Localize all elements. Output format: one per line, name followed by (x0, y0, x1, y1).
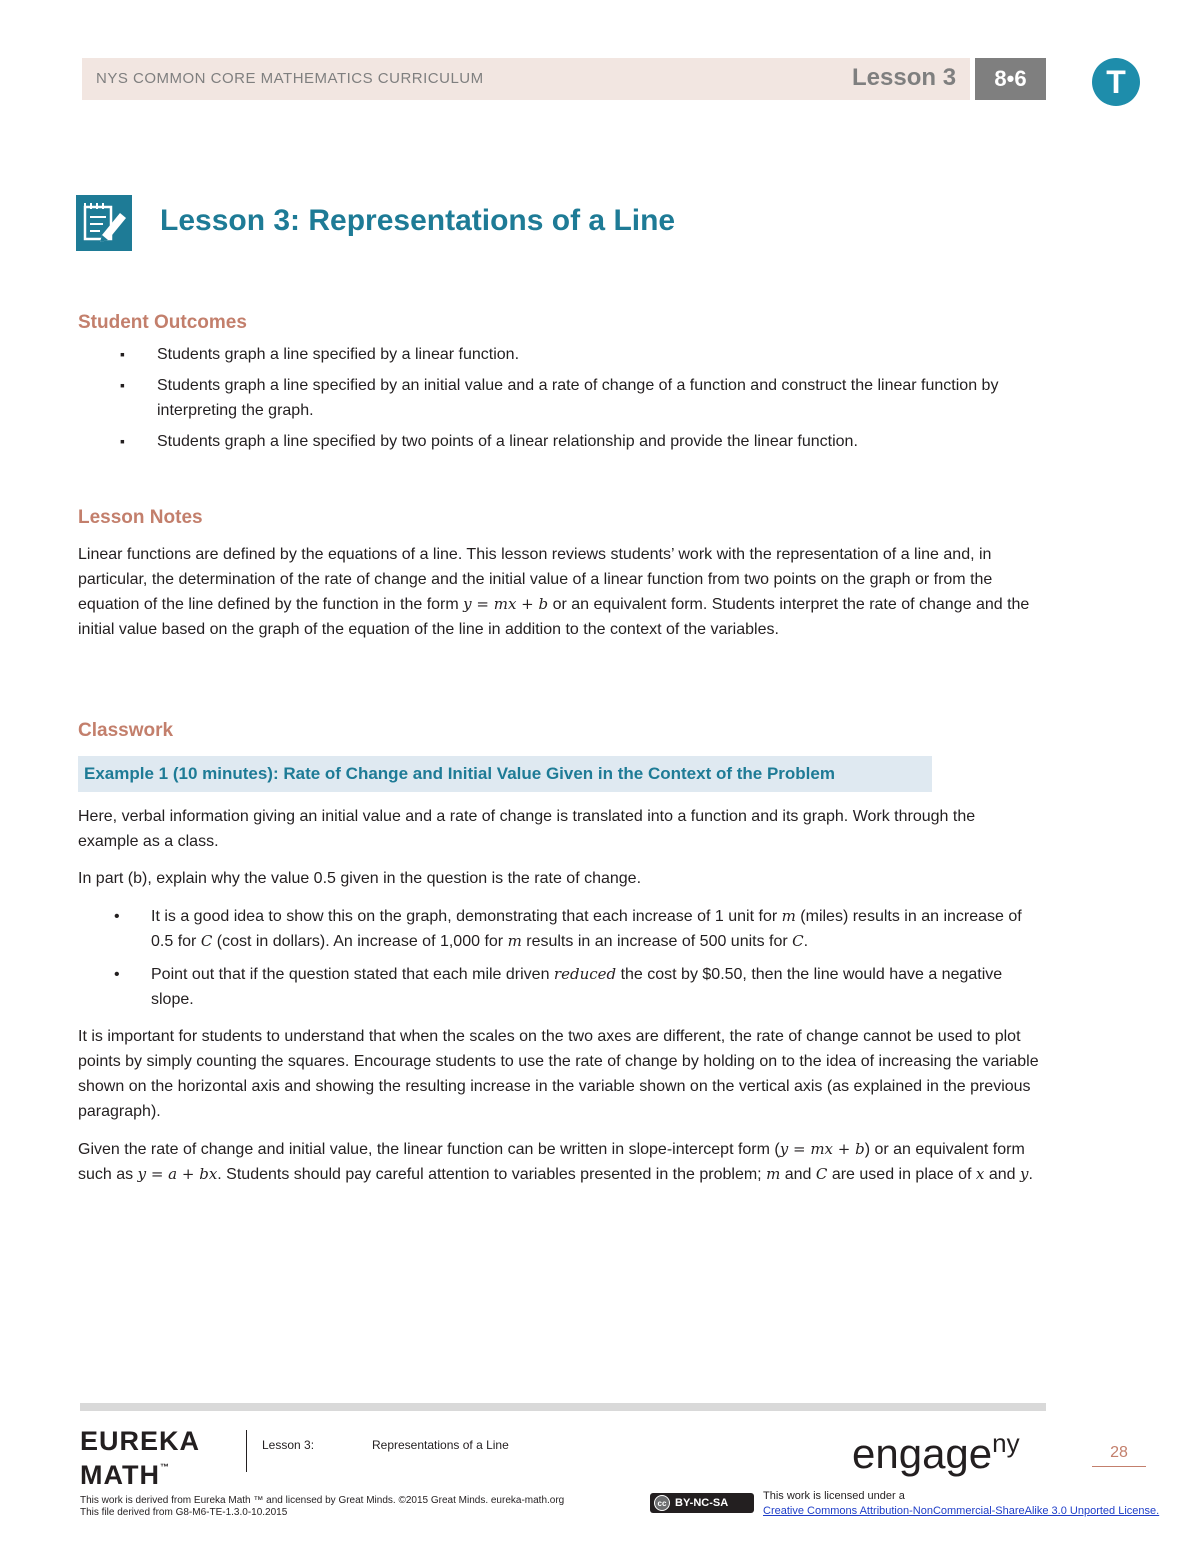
classwork-heading: Classwork (78, 720, 174, 741)
paragraph-intro: Here, verbal information giving an initial value and a rate of change is translated into a function and its graph. Work through the example as a class. (78, 808, 976, 850)
student-outcomes-heading: Student Outcomes (78, 312, 247, 333)
lesson-title: Lesson 3: Representations of a Line (160, 204, 676, 237)
header-lesson-label: Lesson 3 (852, 64, 957, 91)
eureka-math-logo: EUREKA MATH™ (80, 1426, 201, 1490)
list-item: • Point out that if the question stated that each mile driven reduced the cost by $0.50, then the line would have a negative slope. (114, 962, 1044, 1012)
notepad-pencil-icon (76, 195, 132, 251)
footer-lesson-name: Representations of a Line (372, 1438, 509, 1452)
paragraph-slope-intercept: Given the rate of change and initial value, the linear function can be written in slope-intercept form (y = mx + b) or an equivalent form such as y = a + bx. Students should pay careful attention to variables presented in the problem; m and C are used in place of x and y. (78, 1140, 1033, 1183)
engageny-logo: engage$^{ny}$ (852, 1428, 1020, 1477)
page-number: 28 (1092, 1444, 1146, 1467)
grade-module-badge: 8•6 (975, 58, 1046, 100)
footer-rule (80, 1403, 1046, 1411)
footer-lesson-label: Lesson 3: (262, 1438, 315, 1452)
teacher-badge: T (1092, 58, 1140, 106)
classwork-bullets (114, 904, 1044, 1012)
paragraph-scales: It is important for students to understand that when the scales on the two axes are different, the rate of change cannot be used to plot points by simply counting the squares. Encourage students to use the rate of change by holding on to the idea of increasing the variable shown on the horizontal axis and showing the resulting increase in the variable shown on the vertical axis (as explained in the previous paragraph). (78, 1028, 1039, 1120)
cc-license-badge[interactable]: cc BY-NC-SA (650, 1493, 754, 1513)
lesson-notes-heading: Lesson Notes (78, 507, 203, 528)
footer-credits: This work is derived from Eureka Math ™ and licensed by Great Minds. ©2015 Great Minds. eureka-math.org This file derived from G8-M6-TE-1.3.0-10.2015 (80, 1495, 565, 1518)
list-item: • It is a good idea to show this on the graph, demonstrating that each increase of 1 unit for m (miles) results in an increase of 0.5 for C (cost in dollars). An increase of 1,000 for m results in an increase of 500 units for C. (114, 904, 1044, 954)
example-1-title: Example 1 (10 minutes): Rate of Change and Initial Value Given in the Context of the Problem (78, 756, 932, 792)
list-item: ▪ Students graph a line specified by two points of a linear relationship and provide the linear function. (120, 429, 1050, 454)
list-item: ▪ Students graph a line specified by an initial value and a rate of change of a function and construct the linear function by interpreting the graph. (120, 373, 1017, 423)
lesson-notes-paragraph: Linear functions are defined by the equations of a line. This lesson reviews students’ work with the representation of a line and, in particular, the determination of the rate of change and the initial value of a linear function from two points on the graph or from the equation of the line defined by the function in the form y = mx + b or an equivalent form. Students interpret the rate of change and the initial value based on the graph of the equation of the line in addition to the context of the variables. (78, 546, 1030, 638)
license-text: This work is licensed under a Creative Commons Attribution-NonCommercial-ShareAlike 3.0 Unported License. (763, 1490, 1160, 1517)
list-item: ▪ Students graph a line specified by a linear function. (120, 342, 1050, 367)
paragraph-part-b: In part (b), explain why the value 0.5 given in the question is the rate of change. (78, 870, 642, 887)
student-outcomes-list (120, 342, 1050, 454)
footer-divider (246, 1430, 247, 1472)
license-link[interactable]: Creative Commons Attribution-NonCommercial-ShareAlike 3.0 Unported License. (763, 1505, 1160, 1517)
curriculum-title: NYS COMMON CORE MATHEMATICS CURRICULUM (96, 70, 484, 87)
equation: y = mx + b (463, 595, 549, 613)
cc-icon: cc (654, 1495, 670, 1511)
